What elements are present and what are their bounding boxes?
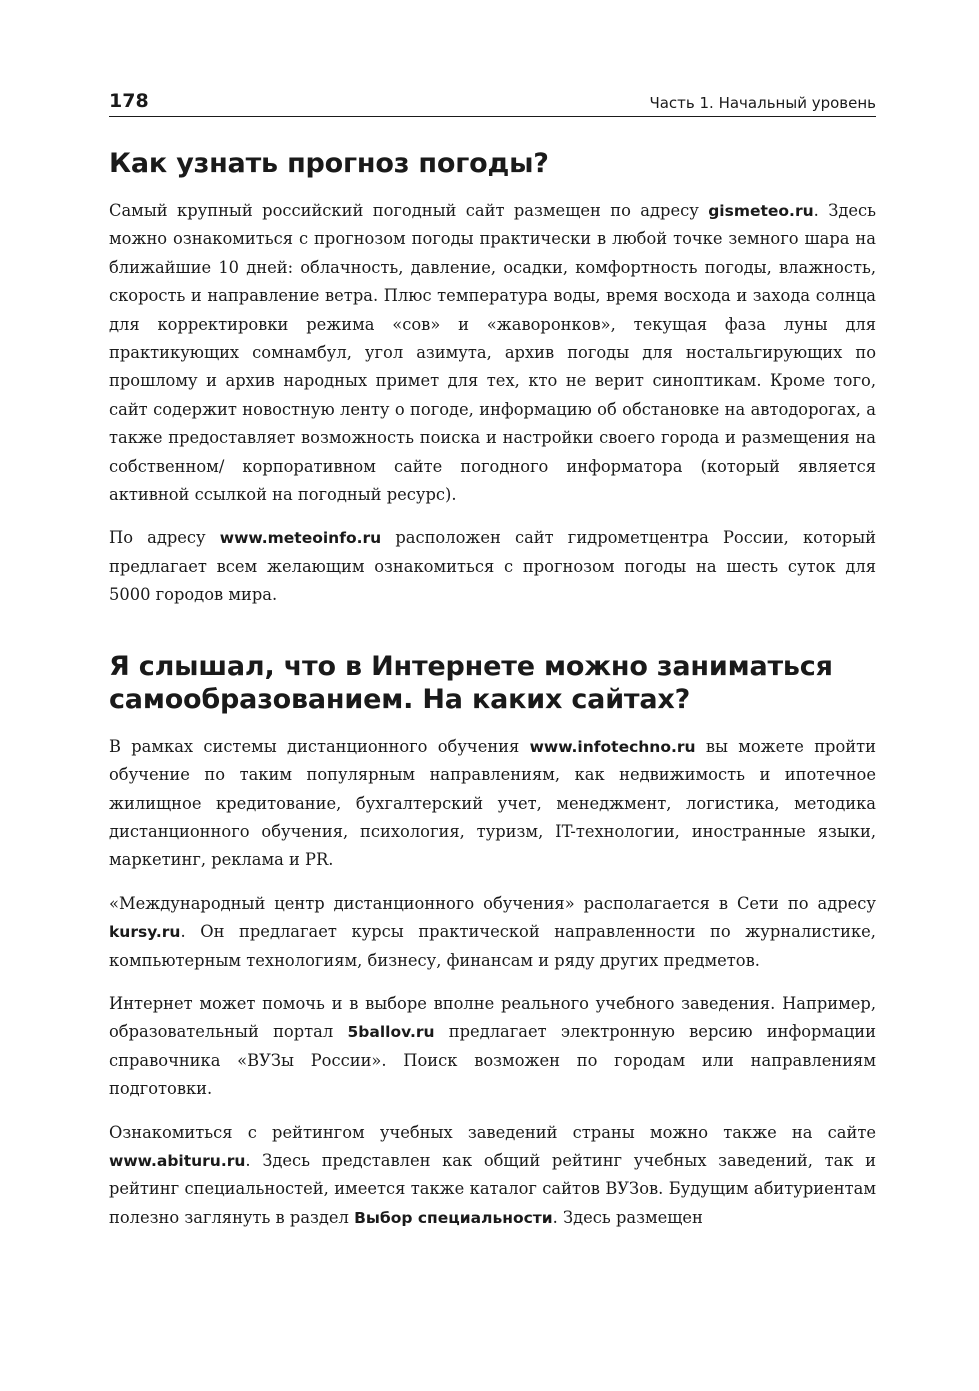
paragraph-5ballov: Интернет может помочь и в выборе вполне реального учебного заведения. Например, образовательный портал 5ballov.ru предлагает электронную версию информации справочника «ВУЗы России». Поиск возможен по городам или направлениям подготовки. [109,993,876,1099]
menu-term-specialty-choice: Выбор специальности [354,1208,553,1227]
site-link-kursy[interactable]: kursy.ru [109,923,181,942]
paragraph-gismeteo: Самый крупный российский погодный сайт размещен по адресу gismeteo.ru. Здесь можно ознакомиться с прогнозом погоды практически в любой точке земного шара на ближайшие 10 дней: облачность, давление, осадки, комфортность погоды, влажность, скорость и направление ветра. Плюс температура воды, время восхода и захода солнца для корректировки режима «сов» и «жаворонков», текущая фаза луны для практикующих сомнамбул, угол азимута, архив погоды для ностальгирующих по прошлому и архив народных примет для тех, кто не верит синоптикам. Кроме того, сайт содержит новостную ленту о погоде, информацию об обстановке на автодорогах, а также предоставляет возможность поиска и настройки своего города и размещения на собственном/ корпоративном сайте погодного информатора (который является активной ссылкой на погодный ресурс). [109,201,876,505]
section-title-self-education: Я слышал, что в Интернете можно заниматься самообразованием. На каких сайтах? [109,650,833,715]
site-link-infotechno[interactable]: www.infotechno.ru [529,737,696,756]
site-link-gismeteo[interactable]: gismeteo.ru [708,202,814,220]
site-link-meteoinfo[interactable]: www.meteoinfo.ru [219,529,382,548]
site-link-5ballov[interactable]: 5ballov.ru [347,1023,435,1042]
paragraph-kursy: «Международный центр дистанционного обучения» располагается в Сети по адресу kursy.ru. Он предлагает курсы практической направленности по журналистике, компьютерным технологиям, бизнесу, финансам и ряду других предметов. [109,893,876,970]
paragraph-abituru: Ознакомиться с рейтингом учебных заведений страны можно также на сайте www.abituru.ru. Здесь представлен как общий рейтинг учебных заведений, так и рейтинг специальностей, имеется также каталог сайтов ВУЗов. Будущим абитуриентам полезно заглянуть в раздел Выбор специальности. Здесь размещен [109,1122,876,1227]
page-number: 178 [109,90,149,112]
section-title-weather: Как узнать прогноз погоды? [109,148,549,179]
paragraph-meteoinfo: По адресу www.meteoinfo.ru расположен сайт гидрометцентра России, который предлагает всем желающим ознакомиться с прогнозом погоды на шесть суток для 5000 городов мира. [109,528,877,605]
running-header [109,90,876,117]
site-link-abituru[interactable]: www.abituru.ru [109,1151,246,1170]
book-page [109,90,876,1247]
part-title: Часть 1. Начальный уровень [649,94,876,112]
paragraph-infotechno: В рамках системы дистанционного обучения www.infotechno.ru вы можете пройти обучение по таким популярным направлениям, как недвижимость и ипотечное жилищное кредитование, бухгалтерский учет, менеджмент, логистика, методика дистанционного обучения, психология, туризм, IT-технологии, иностранные языки, маркетинг, реклама и PR. [109,736,876,870]
